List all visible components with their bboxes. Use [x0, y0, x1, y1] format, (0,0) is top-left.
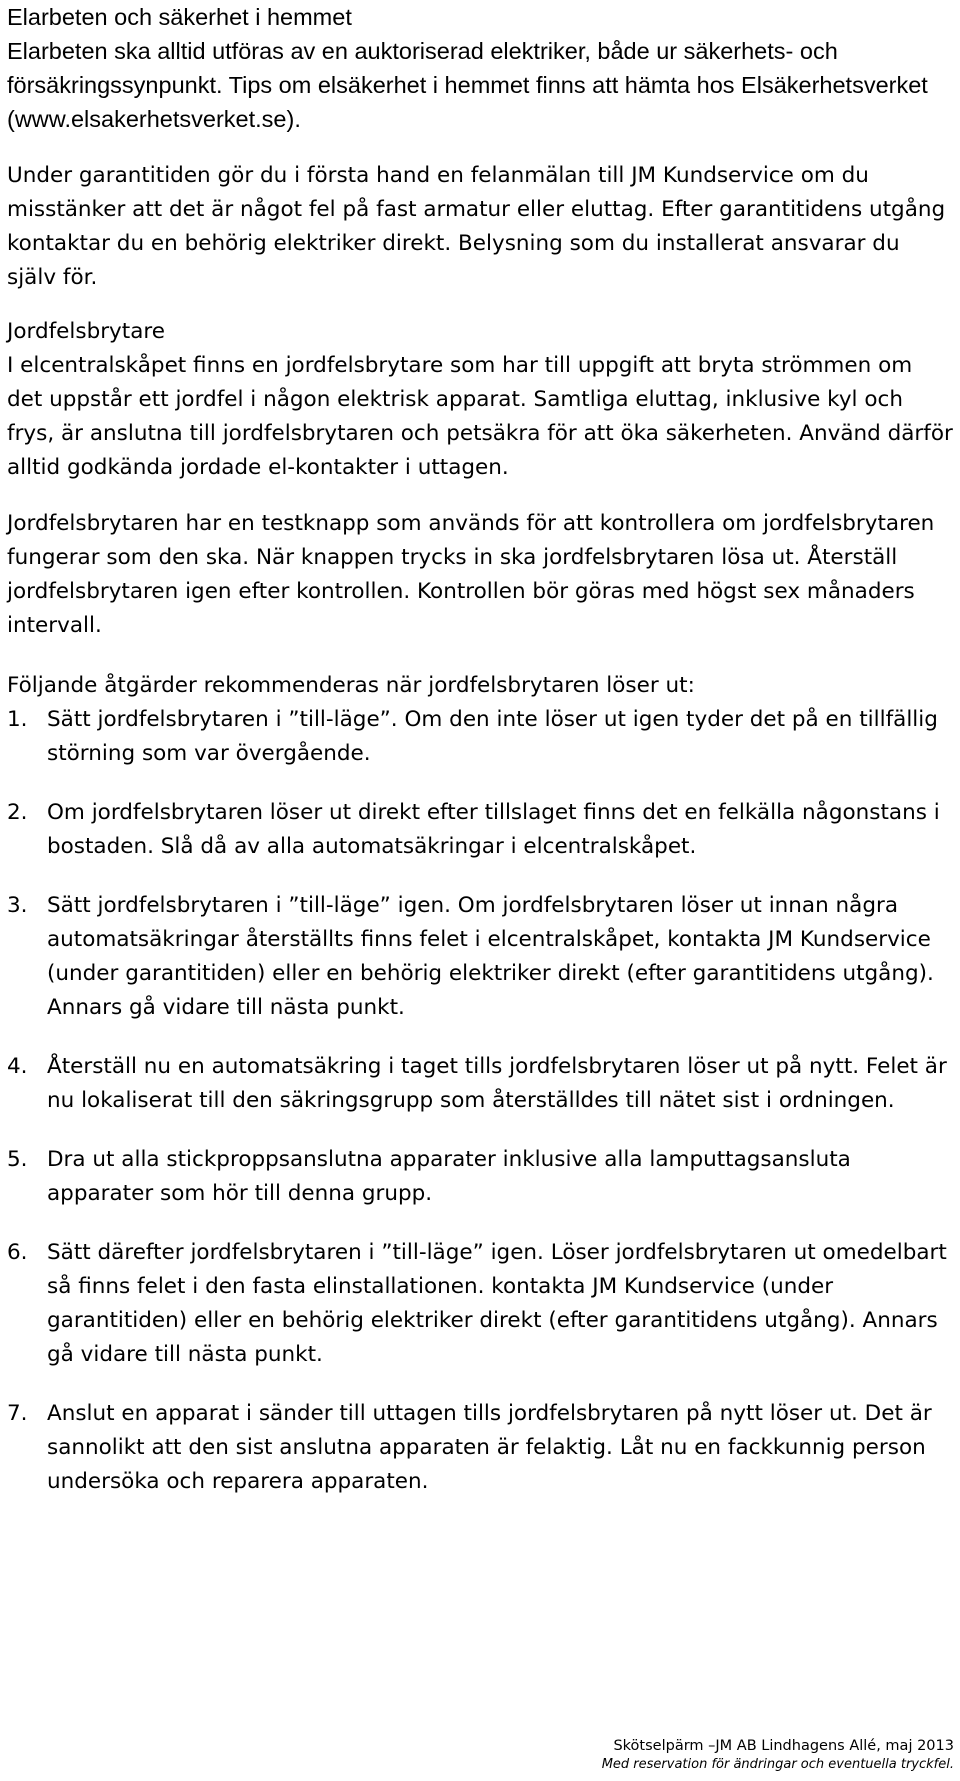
section-heading-rcd: Jordfelsbrytare [7, 319, 165, 344]
paragraph-warranty-fault-report: Under garantitiden gör du i första hand en felanmälan till JM Kundservice om du misstänker att det är något fel på fast armatur eller eluttag. Efter garantitidens utgång kontaktar du en behörig elektriker direkt. Belysning som du installerat ansvarar du själv för. [7, 163, 946, 290]
step-number: 5. [7, 1147, 28, 1172]
step-number: 2. [7, 800, 28, 825]
step-number: 1. [7, 707, 28, 732]
list-item [7, 703, 953, 771]
list-item [7, 796, 953, 864]
step-text: Återställ nu en automatsäkring i taget tills jordfelsbrytaren löser ut på nytt. Felet är nu lokaliserat till den säkringsgrupp som återställdes till nätet sist i ordningen. [47, 1054, 947, 1113]
paragraph-rcd-description: I elcentralskåpet finns en jordfelsbrytare som har till uppgift att bryta strömmen om det uppstår ett jordfel i någon elektrisk apparat. Samtliga eluttag, inklusive kyl och frys, är anslutna till jordfelsbrytaren och petsäkra för att öka säkerheten. Använd därför alltid godkända jordade el-kontakter i uttagen. [7, 353, 953, 480]
steps-intro: Följande åtgärder rekommenderas när jordfelsbrytaren löser ut: [7, 673, 695, 698]
steps-list [7, 703, 953, 1499]
step-number: 7. [7, 1401, 28, 1426]
step-number: 4. [7, 1054, 28, 1079]
list-item [7, 889, 953, 1025]
step-text: Sätt jordfelsbrytaren i ”till-läge” igen. Om jordfelsbrytaren löser ut innan några automatsäkringar återställts finns felet i elcentralskåpet, kontakta JM Kundservice (under garantitiden) eller en behörig elektriker direkt (efter garantitidens utgång). Annars gå vidare till nästa punkt. [47, 893, 934, 1020]
step-text: Sätt jordfelsbrytaren i ”till-läge”. Om den inte löser ut igen tyder det på en tillfällig störning som var övergående. [47, 707, 938, 766]
step-text: Dra ut alla stickproppsanslutna apparater inklusive alla lamputtagsansluta apparater som hör till denna grupp. [47, 1147, 851, 1206]
footer-disclaimer: Med reservation för ändringar och eventuella tryckfel. [601, 1757, 954, 1772]
document-page [7, 0, 953, 1524]
step-text: Anslut en apparat i sänder till uttagen tills jordfelsbrytaren på nytt löser ut. Det är sannolikt att den sist anslutna apparaten är felaktig. Låt nu en fackkunnig person undersöka och reparera apparaten. [47, 1401, 932, 1494]
step-number: 6. [7, 1240, 28, 1265]
paragraph-electrical-work: Elarbeten ska alltid utföras av en auktoriserad elektriker, både ur säkerhets- och försäkringssynpunkt. Tips om elsäkerhet i hemmet finns att hämta hos Elsäkerhetsverket (www.elsakerhetsverket.se). [7, 38, 928, 132]
section-heading-electrical-safety: Elarbeten och säkerhet i hemmet [7, 4, 352, 30]
page-footer [602, 1736, 954, 1774]
list-item [7, 1143, 953, 1211]
step-number: 3. [7, 893, 28, 918]
paragraph-rcd-test-button: Jordfelsbrytaren har en testknapp som används för att kontrollera om jordfelsbrytaren fungerar som den ska. När knappen trycks in ska jordfelsbrytaren lösa ut. Återställ jordfelsbrytaren igen efter kontrollen. Kontrollen bör göras med högst sex månaders intervall. [7, 511, 935, 638]
step-text: Sätt därefter jordfelsbrytaren i ”till-läge” igen. Löser jordfelsbrytaren ut omedelbart så finns felet i den fasta elinstallationen. kontakta JM Kundservice (under garantitiden) eller en behörig elektriker direkt (efter garantitidens utgång). Annars gå vidare till nästa punkt. [47, 1240, 947, 1367]
footer-binder-title: Skötselpärm –JM AB Lindhagens Allé, maj 2013 [613, 1738, 954, 1754]
step-text: Om jordfelsbrytaren löser ut direkt efter tillslaget finns det en felkälla någonstans i bostaden. Slå då av alla automatsäkringar i elcentralskåpet. [47, 800, 940, 859]
list-item [7, 1397, 953, 1499]
list-item [7, 1050, 953, 1118]
list-item [7, 1236, 953, 1372]
